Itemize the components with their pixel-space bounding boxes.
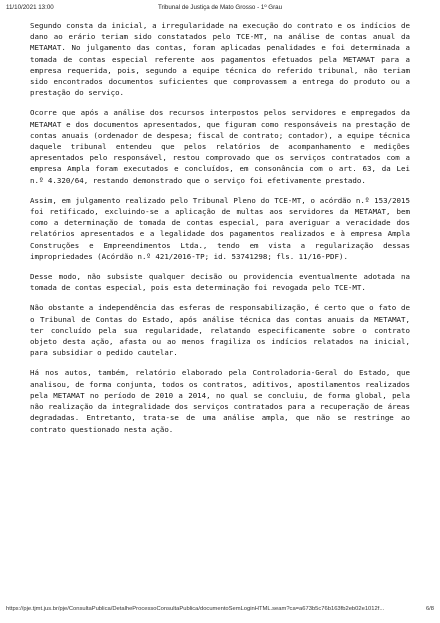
print-footer — [6, 606, 434, 616]
paragraph: Assim, em julgamento realizado pelo Tribunal Pleno do TCE-MT, o acórdão n.º 153/2015 foi retificado, excluindo-se a aplicação de multas aos servidores da METAMAT, bem como a determinação de tomada de contas especial, para averiguar a veracidade dos relatórios apresentados e a legalidade dos pagamentos realizados e à empresa Ampla Construções e Empreendimentos Ltda., tendo em vista a regularização dessas impropriedades (Acórdão n.º 421/2016-TP; id. 53741298; fls. 11/16-PDF). — [30, 195, 410, 261]
paragraph: Não obstante a independência das esferas de responsabilização, é certo que o fato de o Tribunal de Contas do Estado, após análise técnica das contas anuais da METAMAT, ter concluído pela sua regularidade, relatando especificamente sobre o contrato objeto desta ação, afasta ou ao menos fragiliza os indícios relatados na inicial, para subsidiar o pedido cautelar. — [30, 303, 410, 358]
print-header — [6, 4, 434, 14]
document-body — [30, 20, 410, 435]
paragraph: Ocorre que após a análise dos recursos interpostos pelos servidores e empregados da METAMAT e dos documentos apresentados, que figuram como responsáveis na prestação de contas anuais (ordenador de despesa; fiscal de contrato; contador), a equipe técnica daquele tribunal entendeu que pelos relatórios de acompanhamento e medições apresentados pelo responsável, restou comprovado que os serviços contratados com a empresa Ampla foram executados e concluídos, em consonância com o art. 63, da Lei n.º 4.320/64, restando demonstrado que o serviço foi efetivamente prestado. — [30, 108, 410, 185]
page-number: 6/8 — [425, 606, 434, 612]
paragraph: Há nos autos, também, relatório elaborado pela Controladoria-Geral do Estado, que analisou, de forma conjunta, todos os contratos, aditivos, apostilamentos realizados pela METAMAT no período de 2010 a 2014, no qual se concluiu, de forma global, pela não realização da integralidade dos serviços contratados para a recuperação de áreas degradadas. Entretanto, trata-se de uma análise ampla, que não se restringe ao contrato questionado nesta ação. — [30, 368, 410, 434]
document-url: https://pje.tjmt.jus.br/pje/ConsultaPublica/DetalheProcessoConsultaPublica/documentoSemLoginHTML.seam?ca=a673b5c76b163fb2eb02e1012f... — [6, 606, 385, 612]
court-title: Tribunal de Justiça de Mato Grosso - 1º Grau — [157, 4, 283, 11]
paragraph: Segundo consta da inicial, a irregularidade na execução do contrato e os indícios de dano ao erário teriam sido constatados pelo TCE-MT, na análise de contas anual da METAMAT. No julgamento das contas, foram aplicadas penalidades e foi determinada a tomada de contas especial referente aos pagamentos efetuados pela METAMAT para a empresa requerida, pois, segundo a equipe técnica do referido tribunal, não teriam sido encontrados documentos suficientes que comprovassem a entrega do produto ou a prestação do serviço. — [30, 21, 410, 98]
paragraph: Desse modo, não subsiste qualquer decisão ou providencia eventualmente adotada na tomada de contas especial, pois esta determinação foi revogada pelo TCE-MT. — [30, 272, 410, 293]
print-datetime: 11/10/2021 13:00 — [6, 4, 54, 11]
